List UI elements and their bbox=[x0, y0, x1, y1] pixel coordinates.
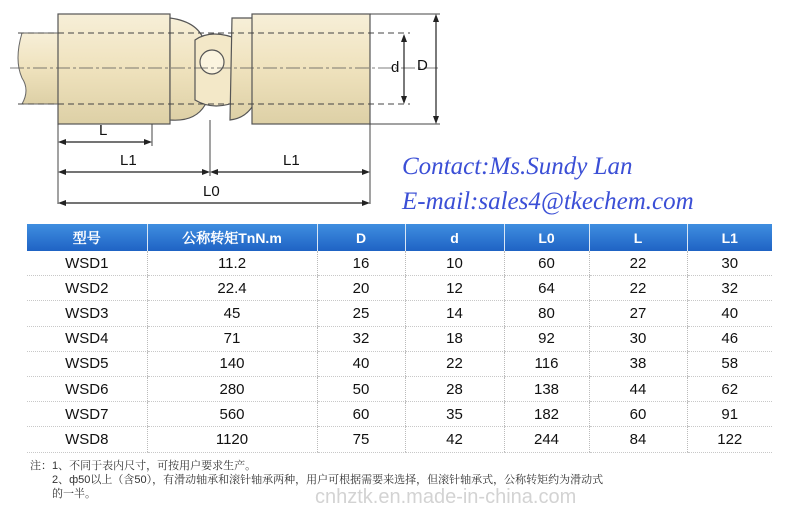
cell-D: 20 bbox=[317, 276, 405, 301]
cell-torque: 71 bbox=[147, 326, 317, 351]
cell-model: WSD4 bbox=[27, 326, 147, 351]
table-row bbox=[27, 301, 772, 326]
cell-torque: 45 bbox=[147, 301, 317, 326]
cell-d: 42 bbox=[405, 427, 504, 452]
cell-L: 22 bbox=[589, 276, 687, 301]
cell-L1: 30 bbox=[687, 251, 772, 276]
cell-d: 18 bbox=[405, 326, 504, 351]
cell-L: 60 bbox=[589, 402, 687, 427]
note-line-3: 的一半。 bbox=[52, 488, 96, 500]
cell-torque: 280 bbox=[147, 376, 317, 401]
cell-model: WSD7 bbox=[27, 402, 147, 427]
dim-L0-label: L0 bbox=[203, 183, 220, 200]
cell-model: WSD1 bbox=[27, 251, 147, 276]
header-L: L bbox=[589, 224, 687, 251]
cell-L0: 116 bbox=[504, 351, 589, 376]
cell-torque: 11.2 bbox=[147, 251, 317, 276]
table-row bbox=[27, 251, 772, 276]
cell-model: WSD3 bbox=[27, 301, 147, 326]
cell-L0: 92 bbox=[504, 326, 589, 351]
header-model: 型号 bbox=[27, 224, 147, 251]
spec-table bbox=[27, 224, 772, 453]
header-D: D bbox=[317, 224, 405, 251]
cell-D: 32 bbox=[317, 326, 405, 351]
cell-L0: 182 bbox=[504, 402, 589, 427]
header-d: d bbox=[405, 224, 504, 251]
watermark: cnhztk.en.made-in-china.com bbox=[315, 486, 577, 508]
header-L0: L0 bbox=[504, 224, 589, 251]
table-row bbox=[27, 427, 772, 452]
cell-L0: 138 bbox=[504, 376, 589, 401]
cell-torque: 560 bbox=[147, 402, 317, 427]
note-line-1: 注：1、不同于表内尺寸，可按用户要求生产。 bbox=[30, 460, 257, 472]
cell-L: 30 bbox=[589, 326, 687, 351]
cell-D: 16 bbox=[317, 251, 405, 276]
cell-d: 10 bbox=[405, 251, 504, 276]
cell-D: 75 bbox=[317, 427, 405, 452]
cell-D: 25 bbox=[317, 301, 405, 326]
cell-d: 35 bbox=[405, 402, 504, 427]
cell-model: WSD6 bbox=[27, 376, 147, 401]
cell-d: 28 bbox=[405, 376, 504, 401]
cell-D: 40 bbox=[317, 351, 405, 376]
cell-L: 44 bbox=[589, 376, 687, 401]
dim-L1-left-label: L1 bbox=[120, 152, 137, 169]
cell-L0: 80 bbox=[504, 301, 589, 326]
cell-L1: 46 bbox=[687, 326, 772, 351]
cell-L1: 62 bbox=[687, 376, 772, 401]
cell-L: 84 bbox=[589, 427, 687, 452]
cell-d: 22 bbox=[405, 351, 504, 376]
cell-L: 27 bbox=[589, 301, 687, 326]
note-line-2: 2、ф50以上（含50），有滑动轴承和滚针轴承两种，用户可根据需要来选择，但滚针轴承式，公称转矩约为滑动式 bbox=[52, 474, 604, 486]
cell-torque: 1120 bbox=[147, 427, 317, 452]
dim-L-label: L bbox=[99, 122, 108, 139]
cell-torque: 140 bbox=[147, 351, 317, 376]
cell-L1: 58 bbox=[687, 351, 772, 376]
cell-L1: 122 bbox=[687, 427, 772, 452]
cell-L1: 32 bbox=[687, 276, 772, 301]
cell-model: WSD8 bbox=[27, 427, 147, 452]
cell-d: 14 bbox=[405, 301, 504, 326]
table-row bbox=[27, 402, 772, 427]
dim-D-label: D bbox=[417, 57, 428, 74]
cell-L0: 64 bbox=[504, 276, 589, 301]
contact-name: Contact:Ms.Sundy Lan bbox=[402, 153, 633, 180]
dim-L1-right-label: L1 bbox=[283, 152, 300, 169]
table-row bbox=[27, 276, 772, 301]
header-torque: 公称转矩TnN.m bbox=[147, 224, 317, 251]
table-row bbox=[27, 351, 772, 376]
cell-D: 50 bbox=[317, 376, 405, 401]
cell-L1: 91 bbox=[687, 402, 772, 427]
header-L1: L1 bbox=[687, 224, 772, 251]
contact-email: E-mail:sales4@tkechem.com bbox=[402, 188, 694, 215]
cell-L: 38 bbox=[589, 351, 687, 376]
cell-L0: 60 bbox=[504, 251, 589, 276]
table-header-row bbox=[27, 224, 772, 251]
cell-L: 22 bbox=[589, 251, 687, 276]
cell-L0: 244 bbox=[504, 427, 589, 452]
cell-model: WSD5 bbox=[27, 351, 147, 376]
dim-d-label: d bbox=[391, 59, 400, 76]
cell-D: 60 bbox=[317, 402, 405, 427]
cell-d: 12 bbox=[405, 276, 504, 301]
table-row bbox=[27, 326, 772, 351]
cell-model: WSD2 bbox=[27, 276, 147, 301]
table-row bbox=[27, 376, 772, 401]
cell-L1: 40 bbox=[687, 301, 772, 326]
cell-torque: 22.4 bbox=[147, 276, 317, 301]
